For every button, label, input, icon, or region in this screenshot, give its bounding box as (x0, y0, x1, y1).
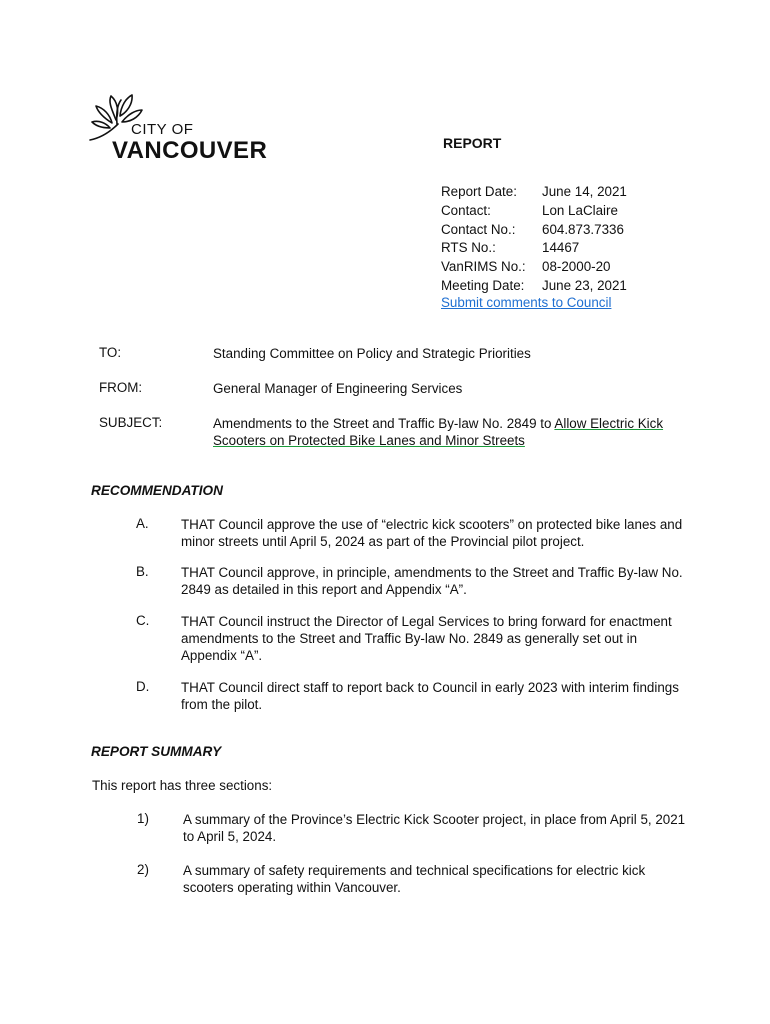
meta-row-vanrims-no (441, 258, 627, 277)
meta-value: 604.873.7336 (542, 221, 624, 237)
meta-row-rts-no (441, 239, 627, 258)
summary-number-1: 1) (137, 811, 149, 826)
meta-label: VanRIMS No.: (441, 259, 526, 275)
recommendation-text-b: THAT Council approve, in principle, amendments to the Street and Traffic By-law No. 2849 as detailed in this report and Appendix “A”. (181, 565, 683, 597)
meta-value: 14467 (542, 240, 580, 256)
recommendation-letter-a: A. (136, 516, 149, 531)
meta-row-contact-no (441, 221, 627, 240)
recommendation-letter-b: B. (136, 564, 149, 579)
logo-vancouver: VANCOUVER (112, 137, 268, 164)
recommendation-text-a: THAT Council approve the use of “electric kick scooters” on protected bike lanes and minor streets until April 5, 2024 as part of the Provincial pilot project. (181, 517, 683, 549)
meta-value: 08-2000-20 (542, 259, 611, 275)
subject-text-part2: Allow Electric Kick Scooters on Protected Bike Lanes and Minor Streets (213, 416, 664, 448)
to-label: TO: (99, 345, 122, 360)
summary-text-2: A summary of safety requirements and technical specifications for electric kick scooters operating within Vancouver. (183, 863, 646, 895)
meta-row-meeting-date (441, 277, 627, 296)
subject-label: SUBJECT: (99, 415, 163, 430)
meta-label: Meeting Date: (441, 277, 525, 293)
recommendation-letter-c: C. (136, 613, 150, 628)
meta-label: Contact: (441, 202, 491, 218)
recommendation-text-d: THAT Council direct staff to report back to Council in early 2023 with interim findings from the pilot. (181, 680, 679, 712)
meta-value: June 14, 2021 (542, 184, 627, 199)
meta-value: Lon LaClaire (542, 202, 618, 218)
meta-row-report-date (441, 183, 627, 202)
meta-label: Report Date: (441, 184, 517, 199)
report-summary-heading: REPORT SUMMARY (91, 744, 222, 759)
from-label: FROM: (99, 380, 143, 395)
recommendation-letter-d: D. (136, 679, 150, 694)
meta-row-contact (441, 202, 627, 221)
from-value: General Manager of Engineering Services (213, 381, 463, 396)
submit-comments-link[interactable]: Submit comments to Council (441, 295, 612, 310)
report-metadata (441, 183, 627, 296)
recommendation-text-c: THAT Council instruct the Director of Legal Services to bring forward for enactment amendments to the Street and Traffic By-law No. 2849 as generally set out in Appendix “A”. (181, 614, 672, 663)
subject-value (213, 415, 693, 449)
summary-number-2: 2) (137, 862, 149, 877)
report-title: REPORT (443, 135, 502, 151)
meta-value: June 23, 2021 (542, 277, 627, 293)
meta-label: RTS No.: (441, 240, 496, 256)
summary-text-1: A summary of the Province’s Electric Kick Scooter project, in place from April 5, 2021 to April 5, 2024. (183, 812, 686, 844)
to-value: Standing Committee on Policy and Strategic Priorities (213, 346, 531, 361)
summary-intro: This report has three sections: (92, 778, 273, 793)
subject-text-part1: Amendments to the Street and Traffic By-law No. 2849 to (213, 416, 552, 431)
logo-city-of: CITY OF (131, 121, 194, 138)
meta-label: Contact No.: (441, 221, 516, 237)
recommendation-heading: RECOMMENDATION (91, 483, 223, 498)
